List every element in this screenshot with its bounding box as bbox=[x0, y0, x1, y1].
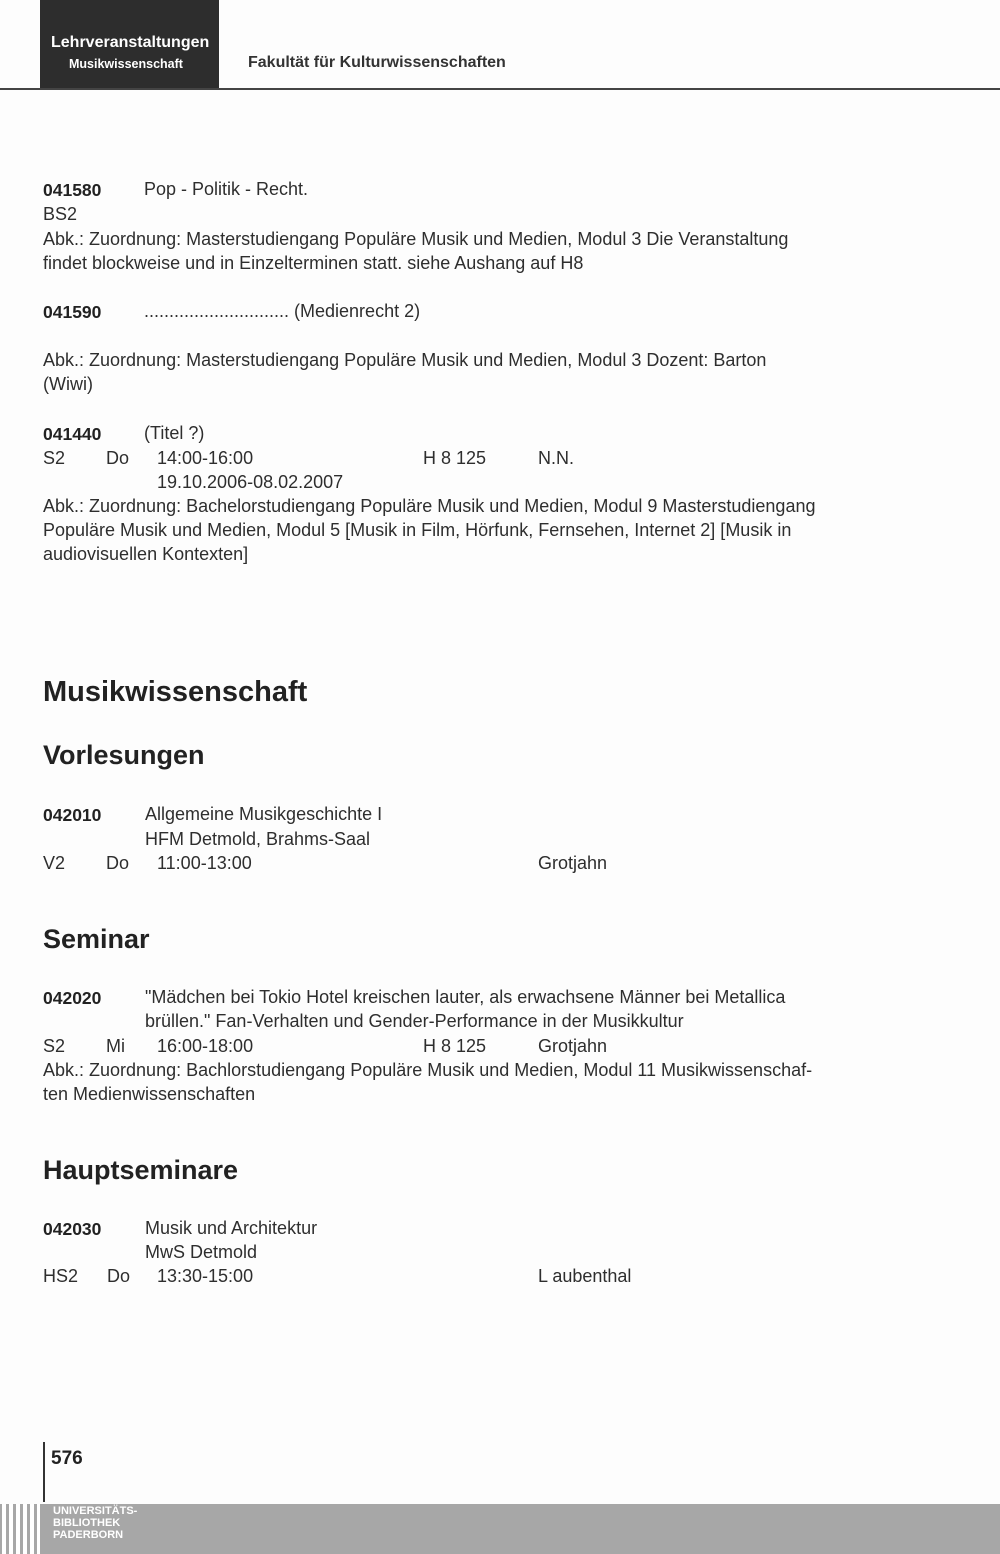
course-title: "Mädchen bei Tokio Hotel kreischen lauter, als erwachsene Männer bei Metallica bbox=[145, 987, 786, 1007]
course-assignment: Abk.: Zuordnung: Bachlorstudiengang Populäre Musik und Medien, Modul 11 Musikwissenschaf- bbox=[43, 1060, 813, 1080]
library-name-line: PADERBORN bbox=[53, 1529, 124, 1541]
course-title: brüllen." Fan-Verhalten und Gender-Performance in der Musikkultur bbox=[145, 1011, 684, 1031]
course-lecturer: Grotjahn bbox=[538, 853, 608, 873]
course-assignment: Abk.: Zuordnung: Masterstudiengang Populäre Musik und Medien, Modul 3 Die Veranstaltung bbox=[43, 229, 789, 249]
course-day: Do bbox=[107, 1266, 131, 1286]
library-name-line: UNIVERSITÄTS- bbox=[53, 1505, 138, 1517]
course-location: MwS Detmold bbox=[145, 1242, 258, 1262]
course-title: ............................. (Medienrecht 2) bbox=[144, 301, 421, 321]
course-code: 042020 bbox=[43, 988, 102, 1008]
course-assignment: ten Medienwissenschaften bbox=[43, 1084, 256, 1104]
subsection-heading: Vorlesungen bbox=[43, 740, 205, 770]
faculty-name: Fakultät für Kulturwissenschaften bbox=[248, 54, 506, 71]
course-code: 041440 bbox=[43, 424, 102, 444]
header-rule bbox=[0, 88, 1000, 90]
course-dates: 19.10.2006-08.02.2007 bbox=[157, 472, 344, 492]
course-time: 14:00-16:00 bbox=[157, 448, 254, 468]
header-title: Lehrveranstaltungen bbox=[51, 34, 210, 51]
course-type: S2 bbox=[43, 448, 66, 468]
course-assignment: Populäre Musik und Medien, Modul 5 [Musik in Film, Hörfunk, Fernsehen, Internet 2] [Musik in bbox=[43, 520, 792, 540]
course-title: Pop - Politik - Recht. bbox=[144, 179, 309, 199]
library-name-line: BIBLIOTHEK bbox=[53, 1517, 121, 1529]
course-code: 041590 bbox=[43, 302, 102, 322]
course-day: Mi bbox=[106, 1036, 125, 1056]
course-day: Do bbox=[106, 448, 130, 468]
course-lecturer: L aubenthal bbox=[538, 1266, 632, 1286]
library-footer bbox=[0, 1504, 1000, 1554]
course-type: S2 bbox=[43, 1036, 66, 1056]
course-code: 041580 bbox=[43, 180, 102, 200]
subsection-heading: Seminar bbox=[43, 924, 150, 954]
course-day: Do bbox=[106, 853, 130, 873]
page-number: 576 bbox=[51, 1448, 83, 1469]
course-type: V2 bbox=[43, 853, 66, 873]
header-tab bbox=[40, 0, 219, 89]
library-logo-icon bbox=[0, 1504, 46, 1554]
course-type: HS2 bbox=[43, 1266, 79, 1286]
section-heading: Musikwissenschaft bbox=[43, 676, 308, 708]
course-room: H 8 125 bbox=[423, 448, 487, 468]
course-code: 042010 bbox=[43, 805, 102, 825]
course-assignment: Abk.: Zuordnung: Masterstudiengang Populäre Musik und Medien, Modul 3 Dozent: Barton bbox=[43, 350, 767, 370]
course-assignment: audiovisuellen Kontexten] bbox=[43, 544, 249, 564]
header-subtitle: Musikwissenschaft bbox=[69, 57, 183, 71]
course-time: 13:30-15:00 bbox=[157, 1266, 254, 1286]
course-location: HFM Detmold, Brahms-Saal bbox=[145, 829, 371, 849]
course-time: 11:00-13:00 bbox=[157, 853, 252, 873]
course-time: 16:00-18:00 bbox=[157, 1036, 254, 1056]
course-title: Allgemeine Musikgeschichte I bbox=[145, 804, 383, 824]
library-name bbox=[53, 1505, 137, 1541]
course-assignment: Abk.: Zuordnung: Bachelorstudiengang Populäre Musik und Medien, Modul 9 Masterstudiengang bbox=[43, 496, 816, 516]
course-lecturer: Grotjahn bbox=[538, 1036, 608, 1056]
course-room: H 8 125 bbox=[423, 1036, 487, 1056]
course-lecturer: N.N. bbox=[538, 448, 574, 468]
subsection-heading: Hauptseminare bbox=[43, 1155, 239, 1185]
course-assignment: (Wiwi) bbox=[43, 374, 93, 394]
course-title: (Titel ?) bbox=[144, 423, 205, 443]
course-type: BS2 bbox=[43, 204, 78, 224]
course-code: 042030 bbox=[43, 1219, 102, 1239]
course-title: Musik und Architektur bbox=[145, 1218, 318, 1238]
course-assignment: findet blockweise und in Einzelterminen statt. siehe Aushang auf H8 bbox=[43, 253, 584, 273]
page-number-rule bbox=[43, 1442, 45, 1502]
